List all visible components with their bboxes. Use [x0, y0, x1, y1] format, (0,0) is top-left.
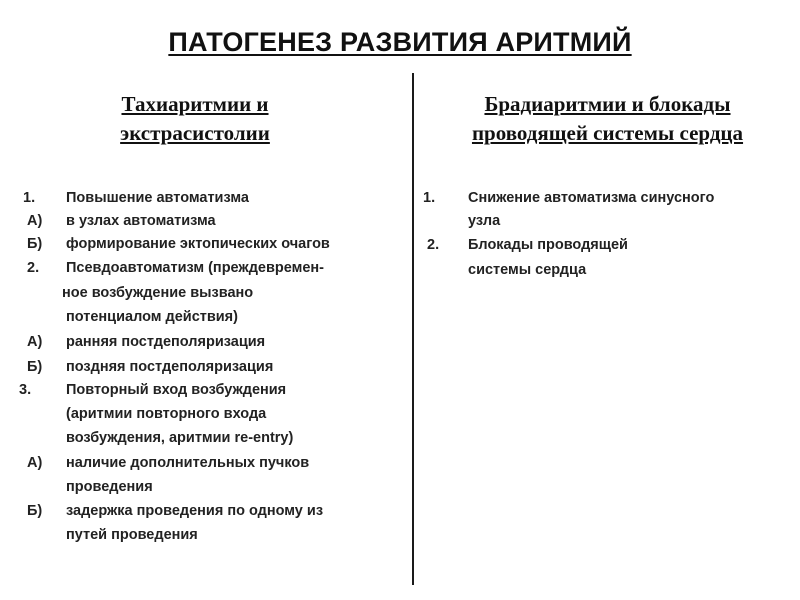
left-heading-line-2: экстрасистолии: [120, 121, 270, 145]
right-heading-line-1: Брадиаритмии и блокады: [484, 92, 731, 116]
list-item: Повышение автоматизма: [66, 190, 249, 206]
list-item: задержка проведения по одному из: [66, 503, 324, 519]
list-item: поздняя постдеполяризация: [66, 359, 274, 375]
right-column-heading: [425, 90, 790, 148]
slide-title: ПАТОГЕНЕЗ РАЗВИТИЯ АРИТМИЙ: [168, 27, 632, 57]
left-heading-line-1: Тахиаритмии и: [121, 92, 269, 116]
list-item-continuation: ное возбуждение вызвано: [62, 285, 254, 301]
list-item-continuation: потенциалом действия): [66, 309, 238, 325]
list-marker: А): [27, 213, 43, 229]
left-column-heading: [40, 90, 350, 148]
list-item-continuation: (аритмии повторного входа: [66, 406, 267, 422]
list-item-continuation: узла: [468, 213, 501, 229]
list-marker: 1.: [423, 190, 436, 206]
list-item: формирование эктопических очагов: [66, 236, 330, 252]
list-item-continuation: возбуждения, аритмии re-entry): [66, 430, 294, 446]
list-marker: Б): [27, 503, 43, 519]
list-marker: Б): [27, 359, 43, 375]
list-item: Псевдоавтоматизм (преждевремен-: [66, 260, 324, 276]
list-item: в узлах автоматизма: [66, 213, 216, 229]
list-item: наличие дополнительных пучков: [66, 455, 310, 471]
list-marker: 2.: [427, 237, 440, 253]
list-marker: 1.: [23, 190, 36, 206]
list-marker: А): [27, 455, 43, 471]
list-marker: Б): [27, 236, 43, 252]
right-heading-line-2: проводящей системы сердца: [471, 121, 744, 145]
list-item: Повторный вход возбуждения: [66, 382, 287, 398]
list-item: Снижение автоматизма синусного: [468, 190, 715, 206]
column-divider: [412, 73, 414, 585]
list-marker: 2.: [27, 260, 40, 276]
list-item-continuation: системы сердца: [468, 262, 587, 278]
list-item: Блокады проводящей: [468, 237, 628, 253]
list-item-continuation: путей проведения: [66, 527, 198, 543]
list-item: ранняя постдеполяризация: [66, 334, 266, 350]
list-marker: 3.: [19, 382, 32, 398]
list-item-continuation: проведения: [66, 479, 153, 495]
list-marker: А): [27, 334, 43, 350]
